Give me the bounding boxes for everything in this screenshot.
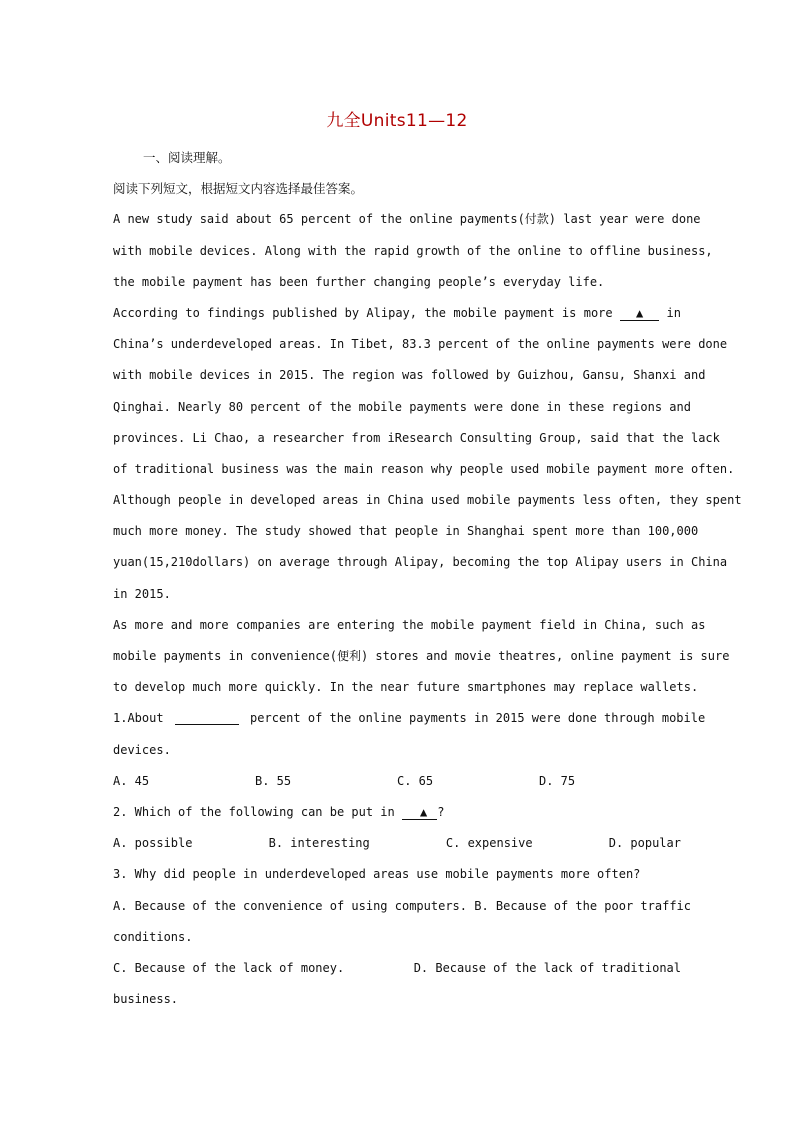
- passage-line: the mobile payment has been further changing people’s everyday life.: [113, 274, 605, 289]
- option-c: C. 65: [397, 773, 434, 788]
- passage-line: of traditional business was the main reason why people used mobile payment more often.: [113, 461, 735, 476]
- passage-text: According to findings published by Alipay, the mobile payment is more: [113, 305, 613, 320]
- passage-text: in: [666, 305, 681, 320]
- passage-line: with mobile devices in 2015. The region was followed by Guizhou, Gansu, Shanxi and: [113, 368, 706, 383]
- question-text: percent of the online payments in 2015 were done through mobile: [250, 711, 706, 726]
- option-b: B. interesting: [268, 836, 370, 851]
- question-mark: ?: [437, 804, 445, 819]
- passage-line: mobile payments in convenience(便利) stores and movie theatres, online payment is sure: [113, 649, 730, 663]
- option-c: C. Because of the lack of money.: [113, 960, 345, 975]
- passage-line: A new study said about 65 percent of the online payments(付款) last year were done: [113, 212, 701, 227]
- question-3-options-ab: [113, 891, 691, 922]
- option-d: D. popular: [608, 836, 681, 851]
- passage-line: yuan(15,210dollars) on average through Alipay, becoming the top Alipay users in China: [113, 555, 728, 570]
- option-d: D. Because of the lack of traditional: [413, 960, 681, 975]
- passage-line: Qinghai. Nearly 80 percent of the mobile payments were done in these regions and: [113, 399, 691, 414]
- option-d: D. 75: [539, 773, 576, 788]
- passage-line: China’s underdeveloped areas. In Tibet, 83.3 percent of the online payments were done: [113, 337, 728, 352]
- option-d-cont: business.: [113, 992, 179, 1007]
- passage-line: provinces. Li Chao, a researcher from iResearch Consulting Group, said that the lack: [113, 430, 720, 445]
- question-text: 1.About: [113, 711, 164, 726]
- option-c: C. expensive: [445, 836, 533, 851]
- passage-line: in 2015.: [113, 586, 171, 601]
- option-a: A. possible: [113, 836, 193, 851]
- question-1-stem: [113, 703, 706, 734]
- triangle-mark-icon: ▲: [635, 305, 644, 320]
- answer-blank: [620, 306, 659, 321]
- passage-line: Although people in developed areas in China used mobile payments less often, they spent: [113, 493, 742, 508]
- option-a: A. Because of the convenience of using computers.: [113, 898, 468, 913]
- passage-line: As more and more companies are entering the mobile payment field in China, such as: [113, 617, 706, 632]
- passage-line: to develop much more quickly. In the near future smartphones may replace wallets.: [113, 680, 699, 695]
- option-a: A. 45: [113, 773, 150, 788]
- option-b-cont: conditions.: [113, 929, 193, 944]
- triangle-mark-icon: ▲: [420, 804, 428, 819]
- passage-line: much more money. The study showed that people in Shanghai spent more than 100,000: [113, 524, 699, 539]
- answer-blank: [175, 711, 239, 725]
- question-3-stem: 3. Why did people in underdeveloped areas use mobile payments more often?: [113, 867, 641, 882]
- document-body: [113, 142, 742, 1015]
- question-3-options-cd: [113, 953, 681, 984]
- option-b: B. 55: [255, 773, 292, 788]
- answer-blank: [402, 805, 437, 820]
- section-heading: 一、阅读理解。: [143, 150, 231, 165]
- question-2-options: [113, 828, 681, 859]
- question-1-options: [113, 766, 681, 797]
- question-2-stem: [113, 797, 681, 828]
- question-1-stem-cont: devices.: [113, 742, 171, 757]
- passage-line: with mobile devices. Along with the rapid growth of the online to offline business,: [113, 243, 713, 258]
- passage-line-with-blank: [113, 298, 681, 329]
- question-text: 2. Which of the following can be put in: [113, 804, 395, 819]
- page-title: 九全Units11—12: [326, 111, 468, 131]
- option-b: B. Because of the poor traffic: [474, 898, 691, 913]
- section-instruction: 阅读下列短文，根据短文内容选择最佳答案。: [113, 181, 364, 197]
